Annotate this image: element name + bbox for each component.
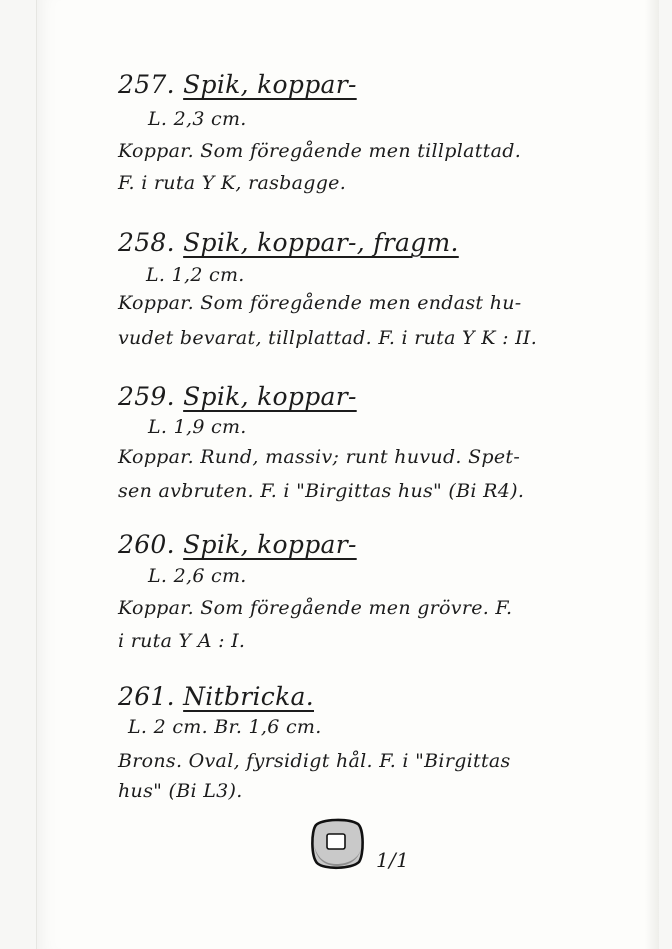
entry-number: 259. — [118, 382, 175, 411]
sketch-scale-mark: 1/1 — [376, 848, 410, 872]
nitbricka-sketch-icon — [308, 815, 366, 873]
entry-number: 261. — [118, 682, 175, 711]
entry-258-heading — [118, 228, 459, 257]
entry-259-description-line-2: sen avbruten. F. i "Birgittas hus" (Bi R4). — [118, 480, 525, 502]
entry-259-heading — [118, 382, 357, 411]
entry-260-dimensions: L. 2,6 cm. — [148, 565, 247, 587]
entry-260-description-line-1: Koppar. Som föregående men grövre. F. — [118, 597, 513, 619]
page-edge-shadow — [645, 0, 659, 949]
entry-259-description-line-1: Koppar. Rund, massiv; runt huvud. Spet- — [118, 446, 521, 468]
entry-title: Spik, koppar- — [183, 70, 357, 99]
entry-261-heading — [118, 682, 314, 711]
entry-title: Spik, koppar- — [183, 530, 357, 559]
entry-number: 257. — [118, 70, 175, 99]
entry-number: 260. — [118, 530, 175, 559]
entry-number: 258. — [118, 228, 175, 257]
entry-260-heading — [118, 530, 357, 559]
entry-260-description-line-2: i ruta Y A : I. — [118, 630, 246, 652]
entry-258-description-line-1: Koppar. Som föregående men endast hu- — [118, 292, 522, 314]
entry-261-description-line-2: hus" (Bi L3). — [118, 780, 243, 802]
entry-259-dimensions: L. 1,9 cm. — [148, 416, 247, 438]
entry-258-description-line-2: vudet bevarat, tillplattad. F. i ruta Y K : II. — [118, 327, 538, 349]
entry-258-dimensions: L. 1,2 cm. — [146, 264, 245, 286]
entry-257-heading — [118, 70, 357, 99]
entry-title: Nitbricka. — [183, 682, 314, 711]
entry-title: Spik, koppar- — [183, 382, 357, 411]
entry-261-description-line-1: Brons. Oval, fyrsidigt hål. F. i "Birgittas — [118, 750, 511, 772]
entry-title: Spik, koppar-, fragm. — [183, 228, 459, 257]
entry-257-description-line-1: Koppar. Som föregående men tillplattad. — [118, 140, 522, 162]
entry-257-description-line-2: F. i ruta Y K, rasbagge. — [118, 172, 347, 194]
entry-261-dimensions: L. 2 cm. Br. 1,6 cm. — [128, 716, 322, 738]
entry-257-dimensions: L. 2,3 cm. — [148, 108, 247, 130]
